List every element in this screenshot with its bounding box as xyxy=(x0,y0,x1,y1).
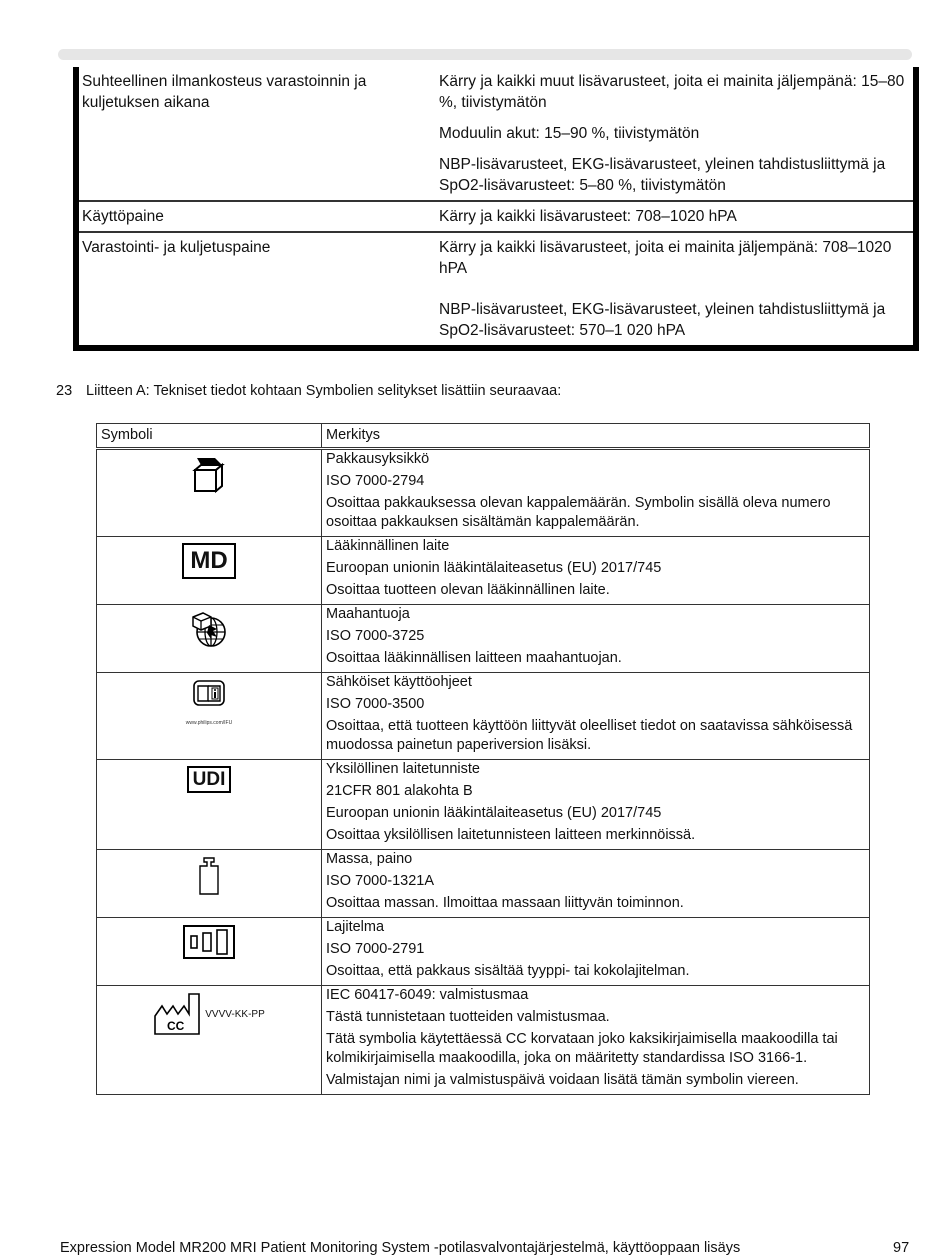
table-row xyxy=(97,850,870,918)
spec-values xyxy=(435,202,913,231)
symbol-description: Osoittaa, että tuotteen käyttöön liittyvät oleelliset tiedot on saatavissa sähköisessä muodossa painetun paperiversion lisäksi. xyxy=(326,718,853,753)
country-of-manufacture-icon xyxy=(153,992,203,1036)
symbol-cell xyxy=(97,449,322,537)
symbol-description: Tätä symbolia käytettäessä CC korvataan joko kaksikirjaimisella maakoodilla tai kolmikirjaimisella maakoodilla, joka on määritetty standardissa ISO 3166-1. xyxy=(326,1031,838,1066)
symbol-title: Sähköiset käyttöohjeet xyxy=(326,674,472,690)
symbol-description: Osoittaa, että pakkaus sisältää tyyppi- tai kokolajitelman. xyxy=(326,963,690,979)
spec-value: Kärry ja kaikki lisävarusteet, joita ei mainita jäljempänä: 708–1020 hPA xyxy=(439,239,892,277)
assortment-icon xyxy=(182,924,236,960)
symbol-cell xyxy=(97,537,322,605)
spec-values xyxy=(435,67,913,200)
symbol-standard: ISO 7000-1321A xyxy=(326,873,435,889)
symbol-cell xyxy=(97,986,322,1095)
symbol-title: Lääkinnällinen laite xyxy=(326,538,450,554)
package-unit-icon xyxy=(189,456,229,494)
symbol-cell xyxy=(97,605,322,673)
top-scroll-bar xyxy=(58,49,912,60)
table-row xyxy=(97,449,870,537)
table-row xyxy=(97,605,870,673)
table-row xyxy=(97,918,870,986)
environment-spec-table xyxy=(73,67,919,351)
symbol-description: Osoittaa lääkinnällisen laitteen maahantuojan. xyxy=(326,650,622,666)
meaning-cell xyxy=(322,760,870,850)
symbol-standard: ISO 7000-2791 xyxy=(326,941,425,957)
symbol-title: Maahantuoja xyxy=(326,606,410,622)
svg-text:CC: CC xyxy=(167,1019,185,1033)
table-row xyxy=(97,986,870,1095)
symbol-description: Osoittaa tuotteen olevan lääkinnällinen laite. xyxy=(326,582,610,598)
importer-icon xyxy=(189,611,229,649)
symbol-cell xyxy=(97,673,322,760)
spec-value: Kärry ja kaikki lisävarusteet: 708–1020 hPA xyxy=(439,208,737,225)
spec-values xyxy=(435,233,913,345)
udi-icon: UDI xyxy=(187,766,232,793)
change-note xyxy=(56,383,561,399)
page-number: 97 xyxy=(893,1240,910,1256)
note-number: 23 xyxy=(56,383,73,399)
symbol-standard: ISO 7000-3500 xyxy=(326,696,425,712)
symbol-description: Osoittaa pakkauksessa olevan kappalemäärän. Symbolin sisällä oleva numero osoittaa pakkauksen sisältämän kappalemäärän. xyxy=(326,495,831,530)
country-of-manufacture-symbol xyxy=(153,992,264,1036)
header-symbol: Symboli xyxy=(97,424,322,449)
spec-value: NBP-lisävarusteet, EKG-lisävarusteet, yleinen tahdistusliittymä ja SpO2-lisävarusteet: 5–80 %, tiivistymätön xyxy=(439,156,886,194)
symbol-standard: ISO 7000-3725 xyxy=(326,628,425,644)
ifu-url-label: www.philips.com/IFU xyxy=(185,720,233,726)
spec-label: Suhteellinen ilmankosteus varastoinnin ja kuljetuksen aikana xyxy=(82,73,367,111)
meaning-cell xyxy=(322,850,870,918)
header-meaning: Merkitys xyxy=(322,424,870,449)
page-footer-title: Expression Model MR200 MRI Patient Monitoring System -potilasvalvontajärjestelmä, käyttöoppaan lisäys xyxy=(60,1240,741,1256)
meaning-cell xyxy=(322,537,870,605)
table-row xyxy=(97,673,870,760)
symbol-table xyxy=(96,423,870,1095)
table-row xyxy=(97,537,870,605)
meaning-cell xyxy=(322,605,870,673)
spec-value: NBP-lisävarusteet, EKG-lisävarusteet, yleinen tahdistusliittymä ja SpO2-lisävarusteet: 570–1 020 hPA xyxy=(439,301,886,339)
manufacture-date-label: VVVV-KK-PP xyxy=(205,1008,265,1020)
spec-label: Käyttöpaine xyxy=(82,208,164,225)
spec-value: Moduulin akut: 15–90 %, tiivistymätön xyxy=(439,125,700,142)
symbol-cell xyxy=(97,850,322,918)
symbol-description: Valmistajan nimi ja valmistuspäivä voidaan lisätä tämän symbolin viereen. xyxy=(326,1072,799,1088)
medical-device-icon: MD xyxy=(182,543,235,579)
spec-row-operating-pressure xyxy=(79,202,913,233)
spec-row-storage-pressure xyxy=(79,233,913,345)
note-text: Liitteen A: Tekniset tiedot kohtaan Symbolien selitykset lisättiin seuraavaa: xyxy=(86,383,562,399)
symbol-title: IEC 60417-6049: valmistusmaa xyxy=(326,987,529,1003)
symbol-title: Lajitelma xyxy=(326,919,385,935)
symbol-standard: Euroopan unionin lääkintälaiteasetus (EU) 2017/745 xyxy=(326,805,662,821)
symbol-cell xyxy=(97,918,322,986)
meaning-cell xyxy=(322,673,870,760)
electronic-ifu-icon xyxy=(192,679,226,707)
symbol-title: Massa, paino xyxy=(326,851,413,867)
spec-label: Varastointi- ja kuljetuspaine xyxy=(82,239,271,256)
symbol-cell xyxy=(97,760,322,850)
symbol-title: Pakkausyksikkö xyxy=(326,451,430,467)
symbol-standard: 21CFR 801 alakohta B xyxy=(326,783,473,799)
symbol-title: Yksilöllinen laitetunniste xyxy=(326,761,480,777)
spec-value: Kärry ja kaikki muut lisävarusteet, joita ei mainita jäljempänä: 15–80 %, tiivistymätön xyxy=(439,73,905,111)
symbol-standard: ISO 7000-2794 xyxy=(326,473,425,489)
mass-weight-icon xyxy=(196,856,222,896)
table-header-row xyxy=(97,424,870,449)
table-row xyxy=(97,760,870,850)
symbol-description: Osoittaa yksilöllisen laitetunnisteen laitteen merkinnöissä. xyxy=(326,827,696,843)
meaning-cell xyxy=(322,449,870,537)
symbol-standard: Euroopan unionin lääkintälaiteasetus (EU) 2017/745 xyxy=(326,560,662,576)
meaning-cell xyxy=(322,918,870,986)
symbol-description: Osoittaa massan. Ilmoittaa massaan liittyvän toiminnon. xyxy=(326,895,684,911)
meaning-cell xyxy=(322,986,870,1095)
symbol-description: Tästä tunnistetaan tuotteiden valmistusmaa. xyxy=(326,1009,610,1025)
spec-row-humidity xyxy=(79,67,913,202)
